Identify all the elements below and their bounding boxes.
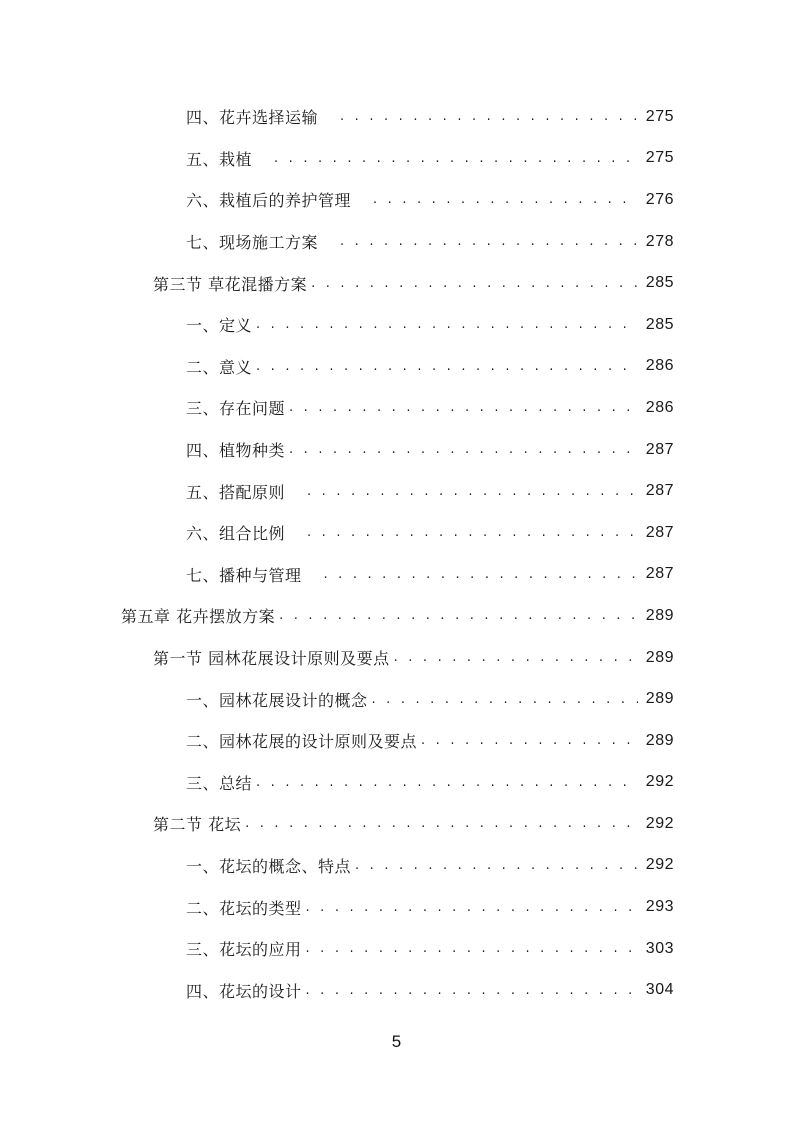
toc-entry[interactable] [0, 678, 793, 720]
toc-entry-page: 292 [645, 856, 674, 874]
toc-entry[interactable] [0, 803, 793, 845]
toc-entry-label: 四、植物种类 [186, 441, 286, 461]
toc-entry-label: 五、栽植 [186, 149, 253, 169]
toc-dot-leader [373, 192, 638, 207]
toc-entry-label: 二、花坛的类型 [186, 898, 302, 918]
toc-entry[interactable] [0, 262, 793, 304]
toc-entry[interactable] [0, 96, 793, 138]
toc-entry[interactable] [0, 845, 793, 887]
toc-entry-page: 286 [645, 398, 674, 416]
toc-dot-leader [340, 234, 638, 249]
toc-entry-label: 第三节 草花混播方案 [153, 274, 308, 294]
toc-entry-page: 289 [645, 606, 674, 624]
toc-entry-page: 275 [645, 107, 674, 125]
toc-entry[interactable] [0, 969, 793, 1011]
toc-dot-leader [324, 567, 638, 582]
toc-entry[interactable] [0, 470, 793, 512]
toc-entry[interactable] [0, 429, 793, 471]
toc-entry-label: 六、栽植后的养护管理 [186, 191, 352, 211]
toc-entry-page: 287 [645, 482, 674, 500]
toc-entry-label: 一、花坛的概念、特点 [186, 856, 352, 876]
toc-entry-page: 287 [645, 523, 674, 541]
toc-entry-label: 三、总结 [186, 773, 253, 793]
toc-entry-page: 278 [645, 232, 674, 250]
toc-dot-leader [340, 109, 638, 124]
toc-entry[interactable] [0, 138, 793, 180]
toc-entry-page: 285 [645, 315, 674, 333]
toc-entry-label: 七、播种与管理 [186, 565, 302, 585]
toc-dot-leader [421, 733, 638, 748]
toc-dot-leader [256, 359, 638, 374]
toc-entry-page: 289 [645, 731, 674, 749]
toc-entry[interactable] [0, 554, 793, 596]
toc-dot-leader [311, 276, 638, 291]
toc-entry-page: 287 [645, 440, 674, 458]
toc-entry-page: 293 [645, 898, 674, 916]
toc-entry[interactable] [0, 221, 793, 263]
toc-dot-leader [289, 400, 638, 415]
toc-entry-page: 276 [645, 190, 674, 208]
toc-entry-label: 四、花坛的设计 [186, 981, 302, 1001]
toc-dot-leader [306, 983, 638, 998]
toc-dot-leader [394, 650, 638, 665]
toc-entry-label: 五、搭配原则 [186, 482, 286, 502]
toc-dot-leader [279, 608, 638, 623]
toc-entry[interactable] [0, 928, 793, 970]
toc-entry-page: 289 [645, 648, 674, 666]
toc-entry[interactable] [0, 720, 793, 762]
toc-entry-page: 285 [645, 274, 674, 292]
toc-dot-leader [245, 816, 638, 831]
toc-entry-label: 七、现场施工方案 [186, 233, 319, 253]
toc-entry[interactable] [0, 595, 793, 637]
toc-entry-label: 六、组合比例 [186, 524, 286, 544]
toc-entry-label: 第二节 花坛 [153, 815, 242, 835]
toc-entry-label: 第一节 园林花展设计原则及要点 [153, 649, 390, 669]
toc-entry[interactable] [0, 304, 793, 346]
toc-entry-page: 304 [645, 981, 674, 999]
toc-entry-page: 292 [645, 814, 674, 832]
toc-entry[interactable] [0, 179, 793, 221]
toc-entry-label: 四、花卉选择运输 [186, 108, 319, 128]
toc-entry[interactable] [0, 762, 793, 804]
toc-entry[interactable] [0, 637, 793, 679]
toc-dot-leader [306, 941, 638, 956]
toc-entry-page: 303 [645, 939, 674, 957]
toc-entry-label: 三、存在问题 [186, 399, 286, 419]
toc-dot-leader [306, 900, 638, 915]
toc-dot-leader [289, 442, 638, 457]
toc-entry[interactable] [0, 346, 793, 388]
toc-entry-page: 275 [645, 149, 674, 167]
toc-entry-page: 286 [645, 357, 674, 375]
page-number: 5 [391, 1032, 402, 1051]
toc-entry[interactable] [0, 387, 793, 429]
toc-dot-leader [256, 317, 638, 332]
toc-dot-leader [256, 775, 638, 790]
toc-entry-page: 289 [645, 690, 674, 708]
toc-entry-label: 二、意义 [186, 357, 253, 377]
toc-entry-label: 一、定义 [186, 316, 253, 336]
toc-entry[interactable] [0, 886, 793, 928]
toc-entry-page: 287 [645, 565, 674, 583]
toc-dot-leader [307, 484, 638, 499]
toc-dot-leader [355, 858, 638, 873]
toc-entry-page: 292 [645, 773, 674, 791]
table-of-contents [0, 96, 793, 1011]
toc-dot-leader [274, 151, 638, 166]
toc-entry[interactable] [0, 512, 793, 554]
toc-entry-label: 第五章 花卉摆放方案 [121, 607, 276, 627]
toc-dot-leader [372, 692, 638, 707]
toc-entry-label: 三、花坛的应用 [186, 940, 302, 960]
toc-dot-leader [307, 525, 638, 540]
toc-entry-label: 二、园林花展的设计原则及要点 [186, 732, 418, 752]
toc-entry-label: 一、园林花展设计的概念 [186, 690, 368, 710]
